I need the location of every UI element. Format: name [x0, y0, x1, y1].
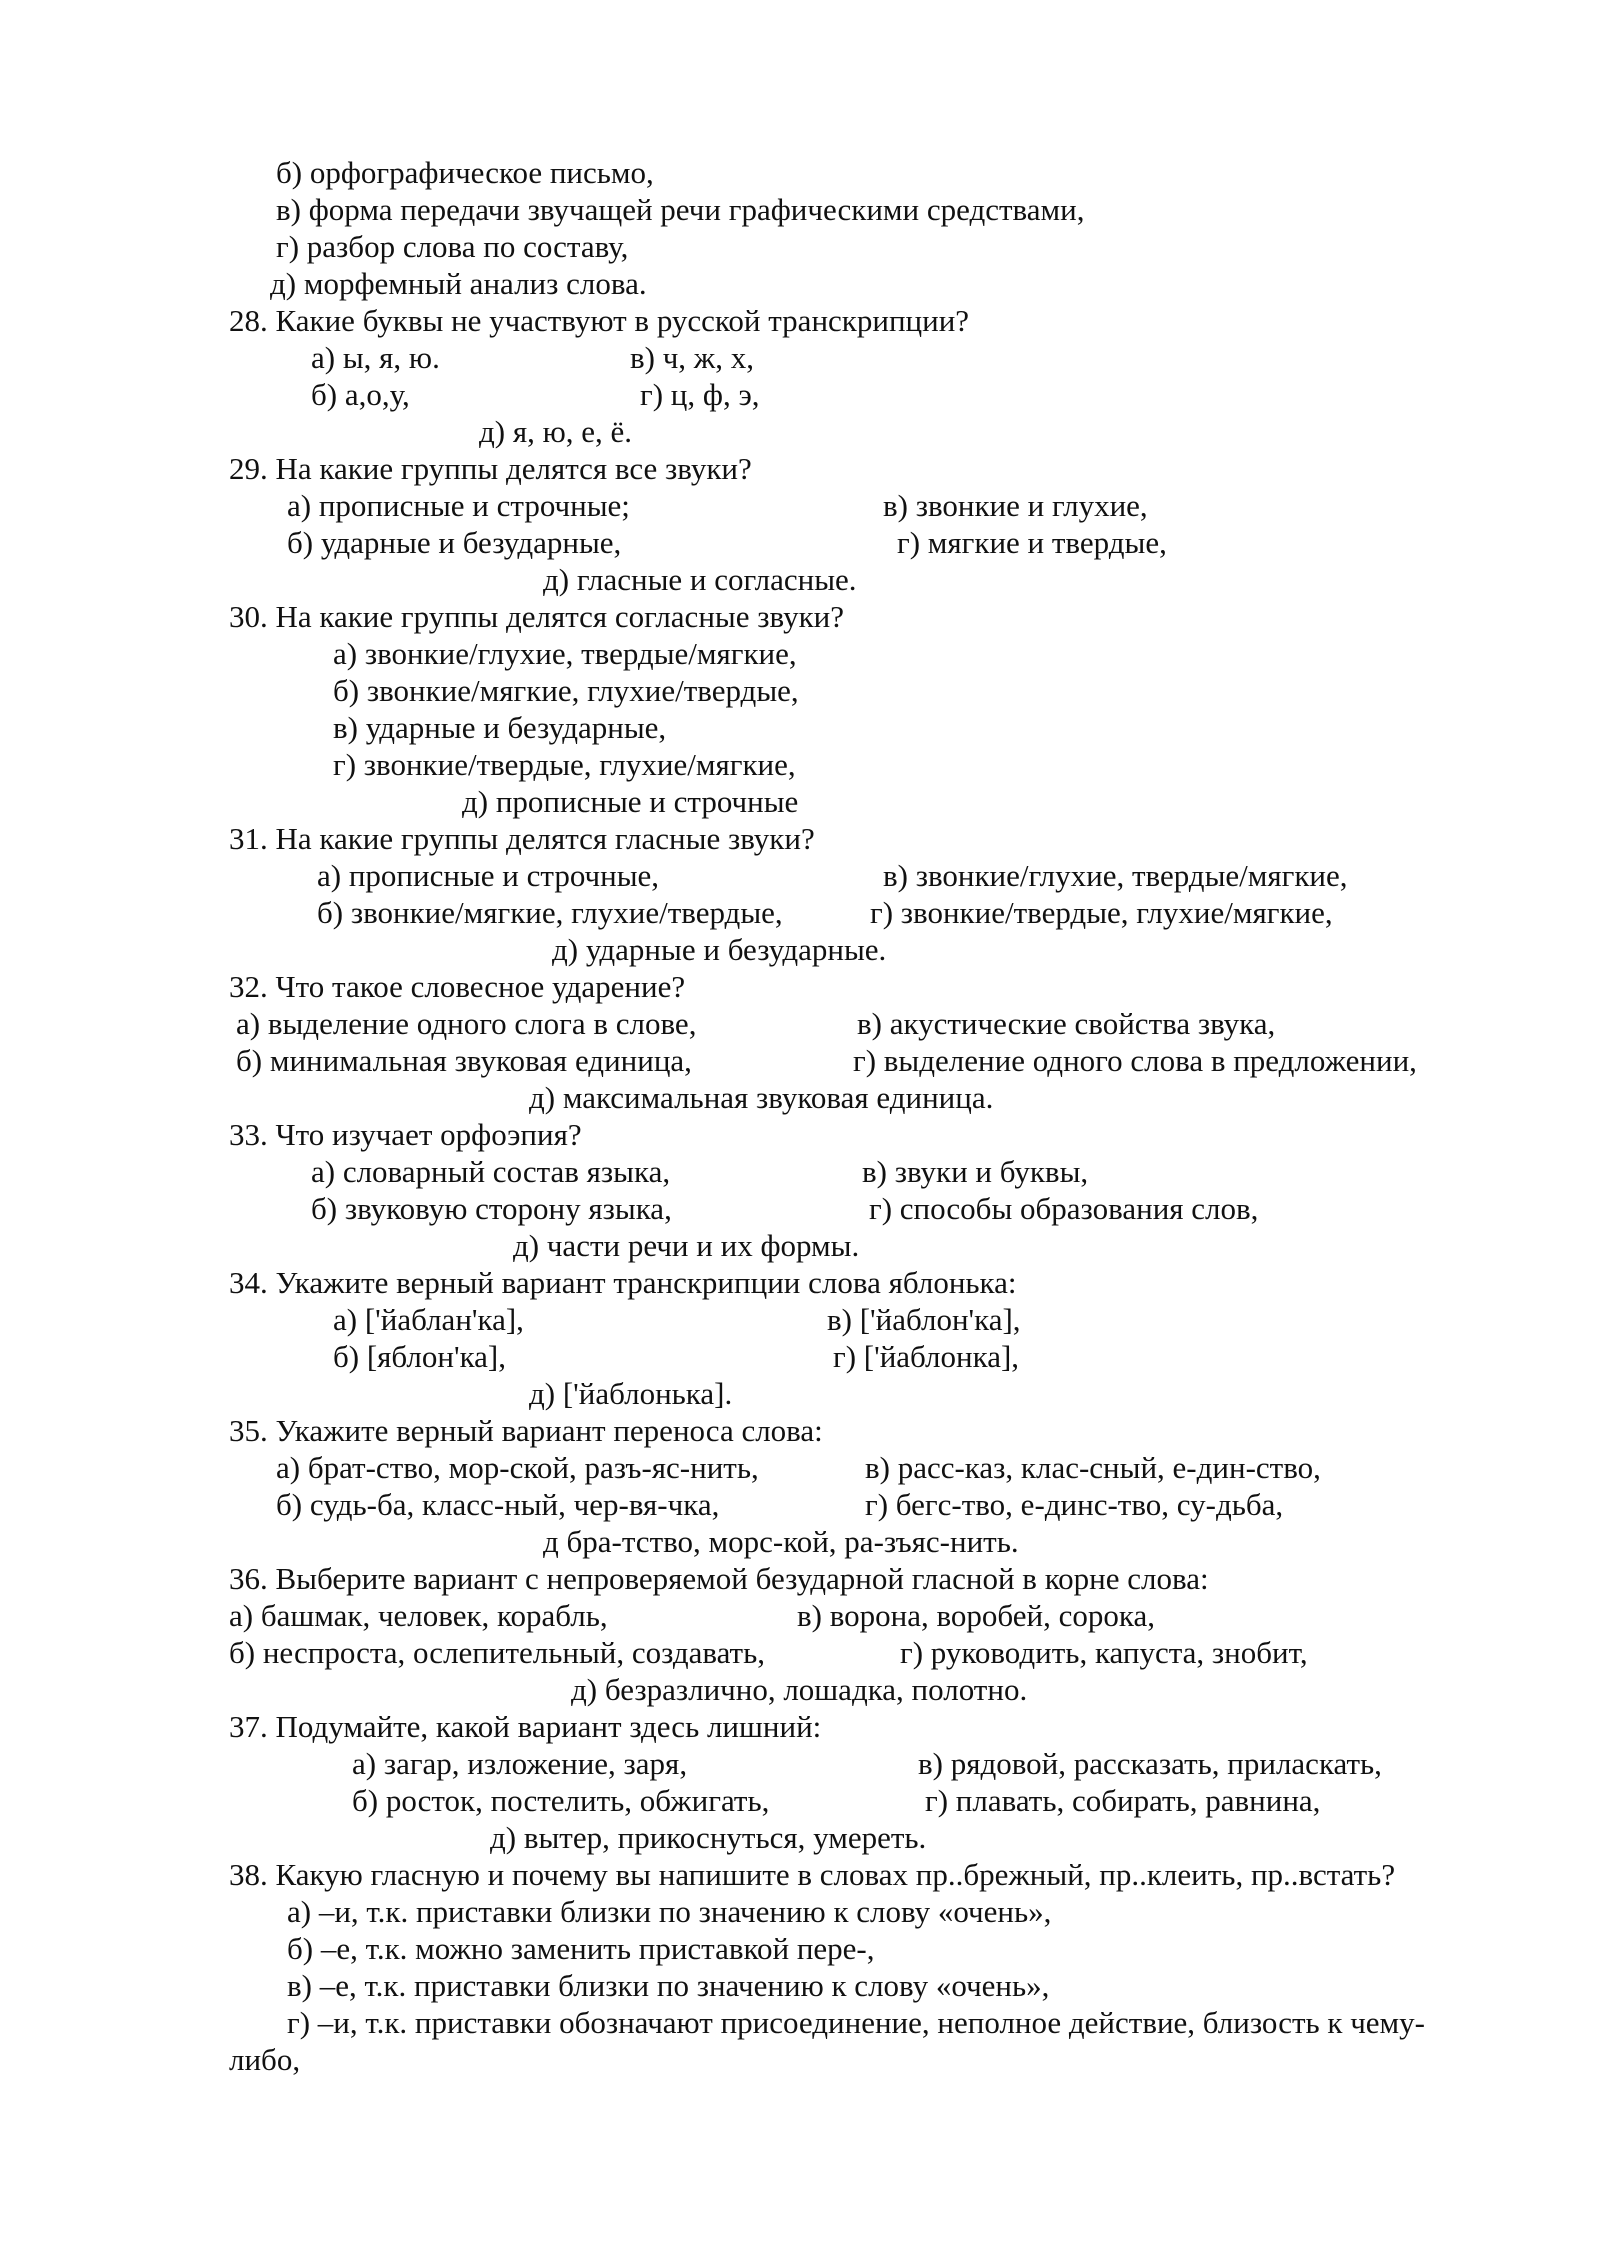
question-35: 35. Укажите верный вариант переноса слова:: [229, 1413, 823, 1448]
question-31: 31. На какие группы делятся гласные звуки?: [229, 821, 815, 856]
option-31g: г) звонкие/твердые, глухие/мягкие,: [870, 895, 1333, 930]
option-31a: а) прописные и строчные,: [317, 858, 660, 893]
option-32d: д) максимальная звуковая единица.: [529, 1080, 994, 1115]
option-37a: а) загар, изложение, заря,: [352, 1746, 688, 1781]
option-28b: б) а,о,у,: [311, 377, 410, 412]
option-36a: а) башмак, человек, корабль,: [229, 1598, 608, 1633]
option-37d: д) вытер, прикоснуться, умереть.: [490, 1820, 927, 1855]
option-37g: г) плавать, собирать, равнина,: [925, 1783, 1321, 1818]
option-35d: д бра-тство, морс-кой, ра-зъяс-нить.: [543, 1524, 1019, 1559]
option-30v: в) ударные и безударные,: [333, 710, 667, 745]
option-30g: г) звонкие/твердые, глухие/мягкие,: [333, 747, 796, 782]
question-32: 32. Что такое словесное ударение?: [229, 969, 686, 1004]
option-line: в) форма передачи звучащей речи графическими средствами,: [276, 192, 1085, 227]
option-30a: а) звонкие/глухие, твердые/мягкие,: [333, 636, 797, 671]
option-31d: д) ударные и безударные.: [552, 932, 887, 967]
question-29: 29. На какие группы делятся все звуки?: [229, 451, 752, 486]
option-line: д) морфемный анализ слова.: [270, 266, 647, 301]
option-28d: д) я, ю, е, ё.: [479, 414, 633, 449]
option-28v: в) ч, ж, х,: [630, 340, 754, 375]
option-34d: д) ['йаблонька].: [529, 1376, 733, 1411]
option-line: б) орфографическое письмо,: [276, 155, 654, 190]
option-37v: в) рядовой, рассказать, приласкать,: [918, 1746, 1382, 1781]
question-38: 38. Какую гласную и почему вы напишите в словах пр..брежный, пр..клеить, пр..встать?: [229, 1857, 1396, 1892]
option-38g: г) –и, т.к. приставки обозначают присоединение, неполное действие, близость к чему-: [287, 2005, 1425, 2040]
question-37: 37. Подумайте, какой вариант здесь лишний:: [229, 1709, 822, 1744]
option-38b: б) –е, т.к. можно заменить приставкой пере-,: [287, 1931, 875, 1966]
option-31v: в) звонкие/глухие, твердые/мягкие,: [883, 858, 1348, 893]
option-33b: б) звуковую сторону языка,: [311, 1191, 672, 1226]
option-line: г) разбор слова по составу,: [276, 229, 629, 264]
option-33g: г) способы образования слов,: [869, 1191, 1259, 1226]
question-34: 34. Укажите верный вариант транскрипции слова яблонька:: [229, 1265, 1017, 1300]
option-38g-continued: либо,: [229, 2042, 301, 2077]
option-28g: г) ц, ф, э,: [640, 377, 760, 412]
option-32a: а) выделение одного слога в слове,: [236, 1006, 697, 1041]
option-28a: а) ы, я, ю.: [311, 340, 440, 375]
option-29b: б) ударные и безударные,: [287, 525, 622, 560]
option-36b: б) неспроста, ослепительный, создавать,: [229, 1635, 765, 1670]
option-29d: д) гласные и согласные.: [543, 562, 857, 597]
option-29v: в) звонкие и глухие,: [883, 488, 1148, 523]
option-35a: а) брат-ство, мор-ской, разъ-яс-нить,: [276, 1450, 759, 1485]
option-33d: д) части речи и их формы.: [513, 1228, 860, 1263]
option-34b: б) [яблон'ка],: [333, 1339, 506, 1374]
question-30: 30. На какие группы делятся согласные звуки?: [229, 599, 844, 634]
question-28: 28. Какие буквы не участвуют в русской транскрипции?: [229, 303, 970, 338]
option-30d: д) прописные и строчные: [462, 784, 799, 819]
option-37b: б) росток, постелить, обжигать,: [352, 1783, 770, 1818]
option-35g: г) бегс-тво, е-динс-тво, су-дьба,: [865, 1487, 1284, 1522]
option-36v: в) ворона, воробей, сорока,: [797, 1598, 1155, 1633]
option-34v: в) ['йаблон'ка],: [827, 1302, 1021, 1337]
option-34g: г) ['йаблонка],: [833, 1339, 1020, 1374]
option-33v: в) звуки и буквы,: [862, 1154, 1089, 1189]
option-34a: а) ['йаблан'ка],: [333, 1302, 524, 1337]
option-30b: б) звонкие/мягкие, глухие/твердые,: [333, 673, 799, 708]
option-35v: в) расс-каз, клас-сный, е-дин-ство,: [865, 1450, 1321, 1485]
option-29g: г) мягкие и твердые,: [897, 525, 1167, 560]
option-32b: б) минимальная звуковая единица,: [236, 1043, 692, 1078]
option-36g: г) руководить, капуста, знобит,: [900, 1635, 1308, 1670]
question-36: 36. Выберите вариант с непроверяемой безударной гласной в корне слова:: [229, 1561, 1209, 1596]
option-38a: а) –и, т.к. приставки близки по значению к слову «очень»,: [287, 1894, 1052, 1929]
option-32v: в) акустические свойства звука,: [857, 1006, 1276, 1041]
option-32g: г) выделение одного слова в предложении,: [853, 1043, 1417, 1078]
option-35b: б) судь-ба, класс-ный, чер-вя-чка,: [276, 1487, 720, 1522]
option-36d: д) безразлично, лошадка, полотно.: [571, 1672, 1028, 1707]
question-33: 33. Что изучает орфоэпия?: [229, 1117, 582, 1152]
option-29a: а) прописные и строчные;: [287, 488, 630, 523]
option-33a: а) словарный состав языка,: [311, 1154, 671, 1189]
option-31b: б) звонкие/мягкие, глухие/твердые,: [317, 895, 783, 930]
option-38v: в) –е, т.к. приставки близки по значению к слову «очень»,: [287, 1968, 1050, 2003]
